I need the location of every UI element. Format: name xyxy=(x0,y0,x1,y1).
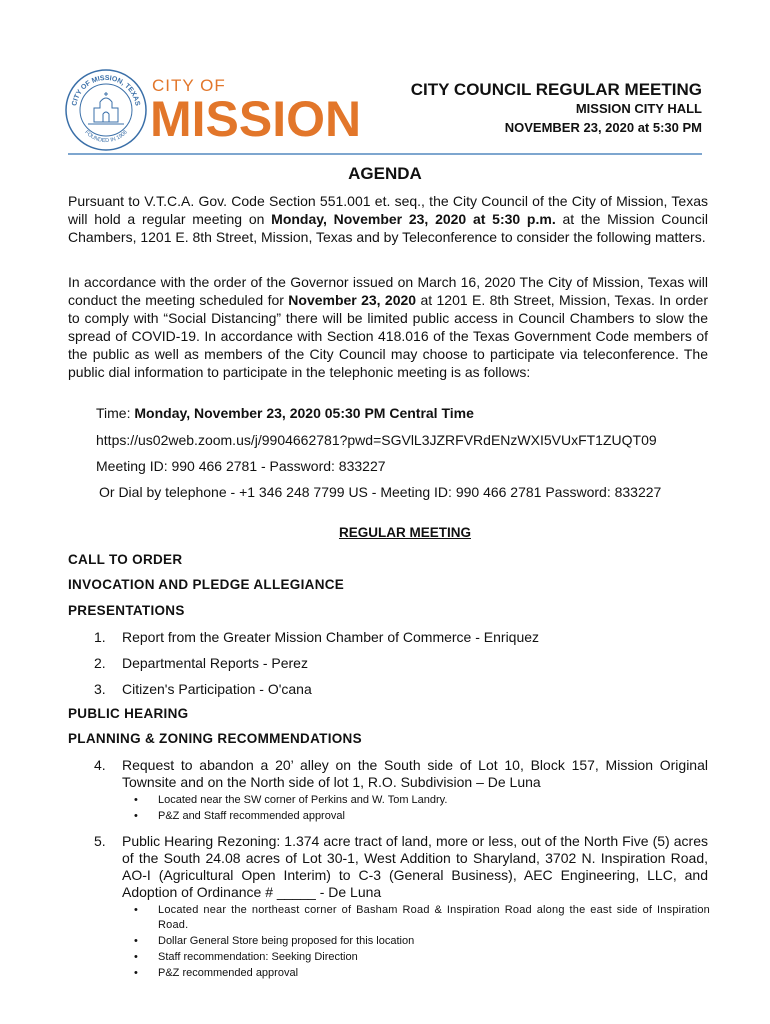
section-planning-zoning: PLANNING & ZONING RECOMMENDATIONS xyxy=(68,731,362,746)
bullet-text: Located near the SW corner of Perkins and W. Tom Landry. xyxy=(158,794,448,806)
svg-text:FOUNDED IN 1908 xyxy=(83,130,128,145)
zoom-link[interactable]: https://us02web.zoom.us/j/9904662781?pwd=SGVlL3JZRFVRdENzWXI5VUxFT1ZUQT09 xyxy=(96,432,657,448)
time-label: Time: xyxy=(96,405,135,421)
bullet-item xyxy=(134,950,358,965)
item-number: 5. xyxy=(94,833,106,849)
section-public-hearing: PUBLIC HEARING xyxy=(68,706,189,721)
meeting-title: CITY COUNCIL REGULAR MEETING xyxy=(410,80,702,99)
bullet-item xyxy=(134,793,447,808)
bullet-text: Located near the northeast corner of Basham Road & Inspiration Road along the east side of Inspiration Road. xyxy=(158,904,710,931)
agenda-heading: AGENDA xyxy=(348,164,422,183)
agenda-item xyxy=(94,757,708,791)
agenda-item xyxy=(94,833,708,901)
intro-p2-text-a: In accordance with the order of the Governor issued on March 16, 2020 The City of Mission, Texas will conduct the meeting scheduled for xyxy=(68,274,708,308)
bullet-item xyxy=(134,966,298,981)
bullet-item xyxy=(134,934,414,949)
bullet-item xyxy=(134,809,345,824)
item-text: Request to abandon a 20’ alley on the South side of Lot 10, Block 157, Mission Original Townsite and on the North side of lot 1, R.O. Subdivision – De Luna xyxy=(122,757,708,790)
item-number: 3. xyxy=(94,681,106,697)
item-text: Departmental Reports - Perez xyxy=(122,655,308,671)
header-divider xyxy=(68,153,702,155)
bullet-icon: • xyxy=(134,904,138,916)
dial-in-info: Or Dial by telephone - +1 346 248 7799 US - Meeting ID: 990 466 2781 Password: 833227 xyxy=(99,484,662,500)
intro-paragraph-1 xyxy=(68,192,708,246)
section-invocation: INVOCATION AND PLEDGE ALLEGIANCE xyxy=(68,577,345,592)
bullet-icon: • xyxy=(134,935,138,947)
meeting-location: MISSION CITY HALL xyxy=(575,101,702,116)
logo-city-of: CITY OF xyxy=(152,76,226,95)
item-number: 2. xyxy=(94,655,106,671)
agenda-item xyxy=(94,681,312,698)
bullet-icon: • xyxy=(134,794,138,806)
bullet-text: Staff recommendation: Seeking Direction xyxy=(158,951,358,963)
meeting-time xyxy=(96,405,474,421)
city-seal-logo xyxy=(64,68,148,152)
bullet-icon: • xyxy=(134,810,138,822)
section-call-to-order: CALL TO ORDER xyxy=(68,552,183,567)
intro-p1-text-a: Pursuant to V.T.C.A. Gov. Code Section 551.001 et. seq., the City Council of the City of Mission, Texas will hold a regular meeting on xyxy=(68,193,708,227)
intro-p1-date: Monday, November 23, 2020 at 5:30 p.m. xyxy=(271,211,556,227)
item-text: Public Hearing Rezoning: 1.374 acre tract of land, more or less, out of the North Five (5) acres of the South 24.08 acres of Lot 30-1, West Addition to Sharyland, 3702 N. Inspiration Road, AO-I (Agricultural Open Interim) to C-3 (General Business), AEC Engineering, LLC, and Adoption of Ordinance # _____ - De Luna xyxy=(122,833,708,900)
logo-mission-wordmark: MISSION xyxy=(150,91,362,147)
seal-top-text: CITY OF MISSION, TEXAS xyxy=(71,74,141,107)
section-presentations: PRESENTATIONS xyxy=(68,603,185,618)
regular-meeting-label: REGULAR MEETING xyxy=(338,525,471,540)
agenda-item xyxy=(94,629,539,646)
seal-bottom-text: FOUNDED IN 1908 xyxy=(83,129,129,145)
bullet-text: P&Z and Staff recommended approval xyxy=(158,810,345,822)
meeting-id: Meeting ID: 990 466 2781 - Password: 833227 xyxy=(96,458,386,474)
item-number: 1. xyxy=(94,629,106,645)
meeting-datetime: NOVEMBER 23, 2020 at 5:30 PM xyxy=(504,120,702,135)
intro-paragraph-2 xyxy=(68,273,708,381)
bullet-icon: • xyxy=(134,967,138,979)
item-text: Citizen's Participation - O'cana xyxy=(122,681,312,697)
bullet-text: Dollar General Store being proposed for this location xyxy=(158,935,415,947)
intro-p2-date: November 23, 2020 xyxy=(288,292,417,308)
bullet-icon: • xyxy=(134,951,138,963)
mission-building-icon xyxy=(88,92,124,124)
item-number: 4. xyxy=(94,757,106,773)
agenda-item xyxy=(94,655,308,672)
bullet-text: P&Z recommended approval xyxy=(158,967,299,979)
item-text: Report from the Greater Mission Chamber of Commerce - Enriquez xyxy=(122,629,540,645)
intro-p1-text-c: at the Mission Council Chambers, 1201 E. 8th Street, Mission, Texas and by Teleconference to consider the following matters. xyxy=(68,211,708,245)
regular-meeting-heading xyxy=(0,525,770,540)
intro-p2-text-c: at 1201 E. 8th Street, Mission, Texas. In order to comply with “Social Distancing” there will be limited public access in Council Chambers to slow the spread of COVID-19. In accordance with Section 418.016 of the Texas Government Code members of the public as well as members of the City Council may choose to participate via teleconference. The public dial information to participate in the telephonic meeting is as follows: xyxy=(68,292,709,380)
bullet-item xyxy=(134,903,710,933)
time-value: Monday, November 23, 2020 05:30 PM Central Time xyxy=(134,405,474,421)
